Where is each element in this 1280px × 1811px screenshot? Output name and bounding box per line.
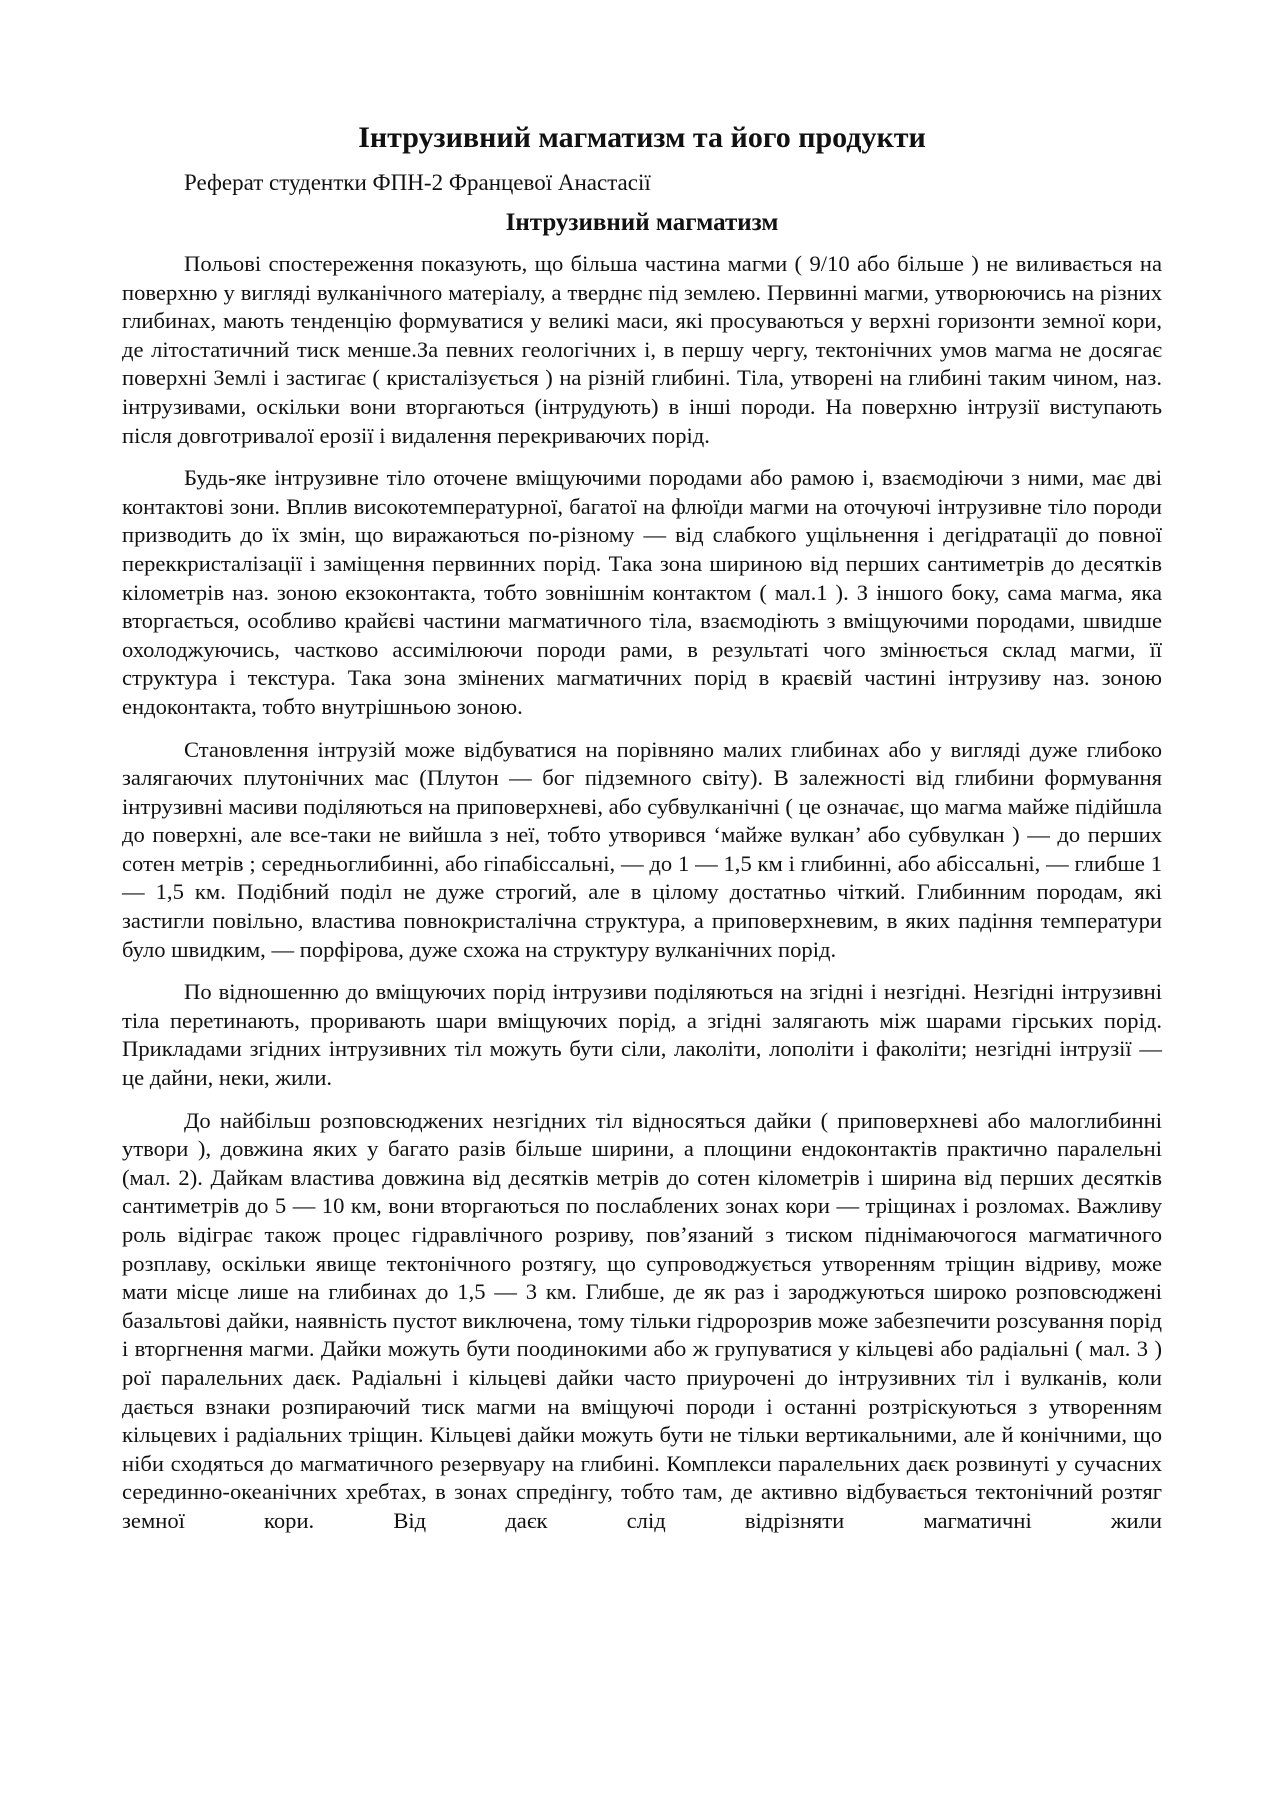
document-page bbox=[122, 118, 1162, 1550]
document-title: Інтрузивний магматизм та його продукти bbox=[358, 121, 926, 154]
paragraph: По відношенню до вміщуючих порід інтрузиви поділяються на згідні і незгідні. Незгідні інтрузивні тіла перетинають, проривають шари вміщуючих порід, а згідні залягають між шарами гірських порід. Прикладами згідних інтрузивних тіл можуть бути сіли, лаколіти, лополіти і факоліти; незгідні інтрузії — це дайни, неки, жили. bbox=[122, 979, 1162, 1091]
paragraph: До найбільш розповсюджених незгідних тіл відносяться дайки ( приповерхневі або малоглибинні утвори ), довжина яких у багато разів більше ширини, а площини ендоконтактів практично паралельні (мал. 2). Дайкам властива довжина від десятків метрів до сотен кілометрів і ширина від перших десятків сантиметрів до 5 — 10 км, вони вторгаються по послаблених зонах кори — тріщинах і розломах. Важливу роль відіграє також процес гідравлічного розриву, пов’язаний з тиском піднімаючогося магматичного розплаву, оскільки явище тектонічного розтягу, що супроводжується утворенням тріщин відриву, може мати місце лише на глибинах до 1,5 — 3 км. Глибше, де як раз і зароджуються широко розповсюджені базальтові дайки, наявність пустот виключена, тому тільки гідророзрив може забезпечити розсування порід і вторгнення магми. Дайки можуть бути поодинокими або ж групуватися у кільцеві або радіальні ( мал. 3 ) рої паралельних даєк. Радіальні і кільцеві дайки часто приурочені до інтрузивних тіл і вулканів, коли дається взнаки розпираючий тиск магми на вміщуючі породи і останні розтріскуються з утворенням кільцевих і радіальних тріщин. Кільцеві дайки можуть бути не тільки вертикальними, але й конічними, що ніби сходяться до магматичного резервуару на глибині. Комплекси паралельних даєк розвинуті у сучасних серединно-океанічних хребтах, в зонах спредінгу, тобто там, де активно відбувається тектонічний розтяг земної кори. Від даєк слід відрізняти магматичні жили bbox=[122, 1107, 1162, 1533]
document-body bbox=[122, 250, 1162, 1536]
paragraph: Будь-яке інтрузивне тіло оточене вміщуючими породами або рамою і, взаємодіючи з ними, має дві контактові зони. Вплив високотемпературної, багатої на флюїди магми на оточуючі інтрузивне тіло породи призводить до їх змін, що виражаються по-різному — від слабкого ущільнення і дегідратації до повної переккристалізації і заміщення первинних порід. Така зона шириною від перших сантиметрів до десятків кілометрів наз. зоною екзоконтакта, тобто зовнішнім контактом ( мал.1 ). З іншого боку, сама магма, яка вторгається, особливо крайєві частини магматичного тіла, взаємодіють з вміщуючими породами, швидше охолоджуючись, частково ассимілюючи породи рами, в результаті чого змінюється склад магми, її структура і текстура. Така зона змінених магматичних порід в краєвій частині інтрузиву наз. зоною ендоконтакта, тобто внутрішньою зоною. bbox=[122, 465, 1162, 719]
section-heading: Інтрузивний магматизм bbox=[505, 209, 779, 236]
paragraph: Польові спостереження показують, що більша частина магми ( 9/10 або більше ) не виливається на поверхню у вигляді вулканічного матеріалу, а тверднє під землею. Первинні магми, утворюючись на різних глибинах, мають тенденцію формуватися у великі маси, які просуваються у верхні горизонти земної кори, де літостатичний тиск менше.За певних геологічних і, в першу чергу, тектонічних умов магма не досягає поверхні Землі і застигає ( кристалізується ) на різній глибині. Тіла, утворені на глибині таким чином, наз. інтрузивами, оскільки вони вторгаються (інтрудують) в інші породи. На поверхню інтрузії виступають після довготривалої ерозії і видалення перекриваючих порід. bbox=[122, 251, 1162, 448]
author-line: Реферат студентки ФПН-2 Францевої Анастасії bbox=[184, 170, 651, 195]
paragraph: Становлення інтрузій може відбуватися на порівняно малих глибинах або у вигляді дуже глибоко залягаючих плутонічних мас (Плутон — бог підземного світу). В залежності від глибини формування інтрузивні масиви поділяються на приповерхневі, або субвулканічні ( це означає, що магма майже підійшла до поверхні, але все-таки не вийшла з неї, тобто утворився ‘майже вулкан’ або субвулкан ) — до перших сотен метрів ; середньоглибинні, або гіпабіссальні, — до 1 — 1,5 км і глибинні, або абіссальні, — глибше 1 — 1,5 км. Подібний поділ не дуже строгий, але в цілому достатньо чіткий. Глибинним породам, які застигли повільно, властива повнокристалічна структура, а приповерхневим, в яких падіння температури було швидким, — порфірова, дуже схожа на структуру вулканічних порід. bbox=[122, 736, 1162, 962]
